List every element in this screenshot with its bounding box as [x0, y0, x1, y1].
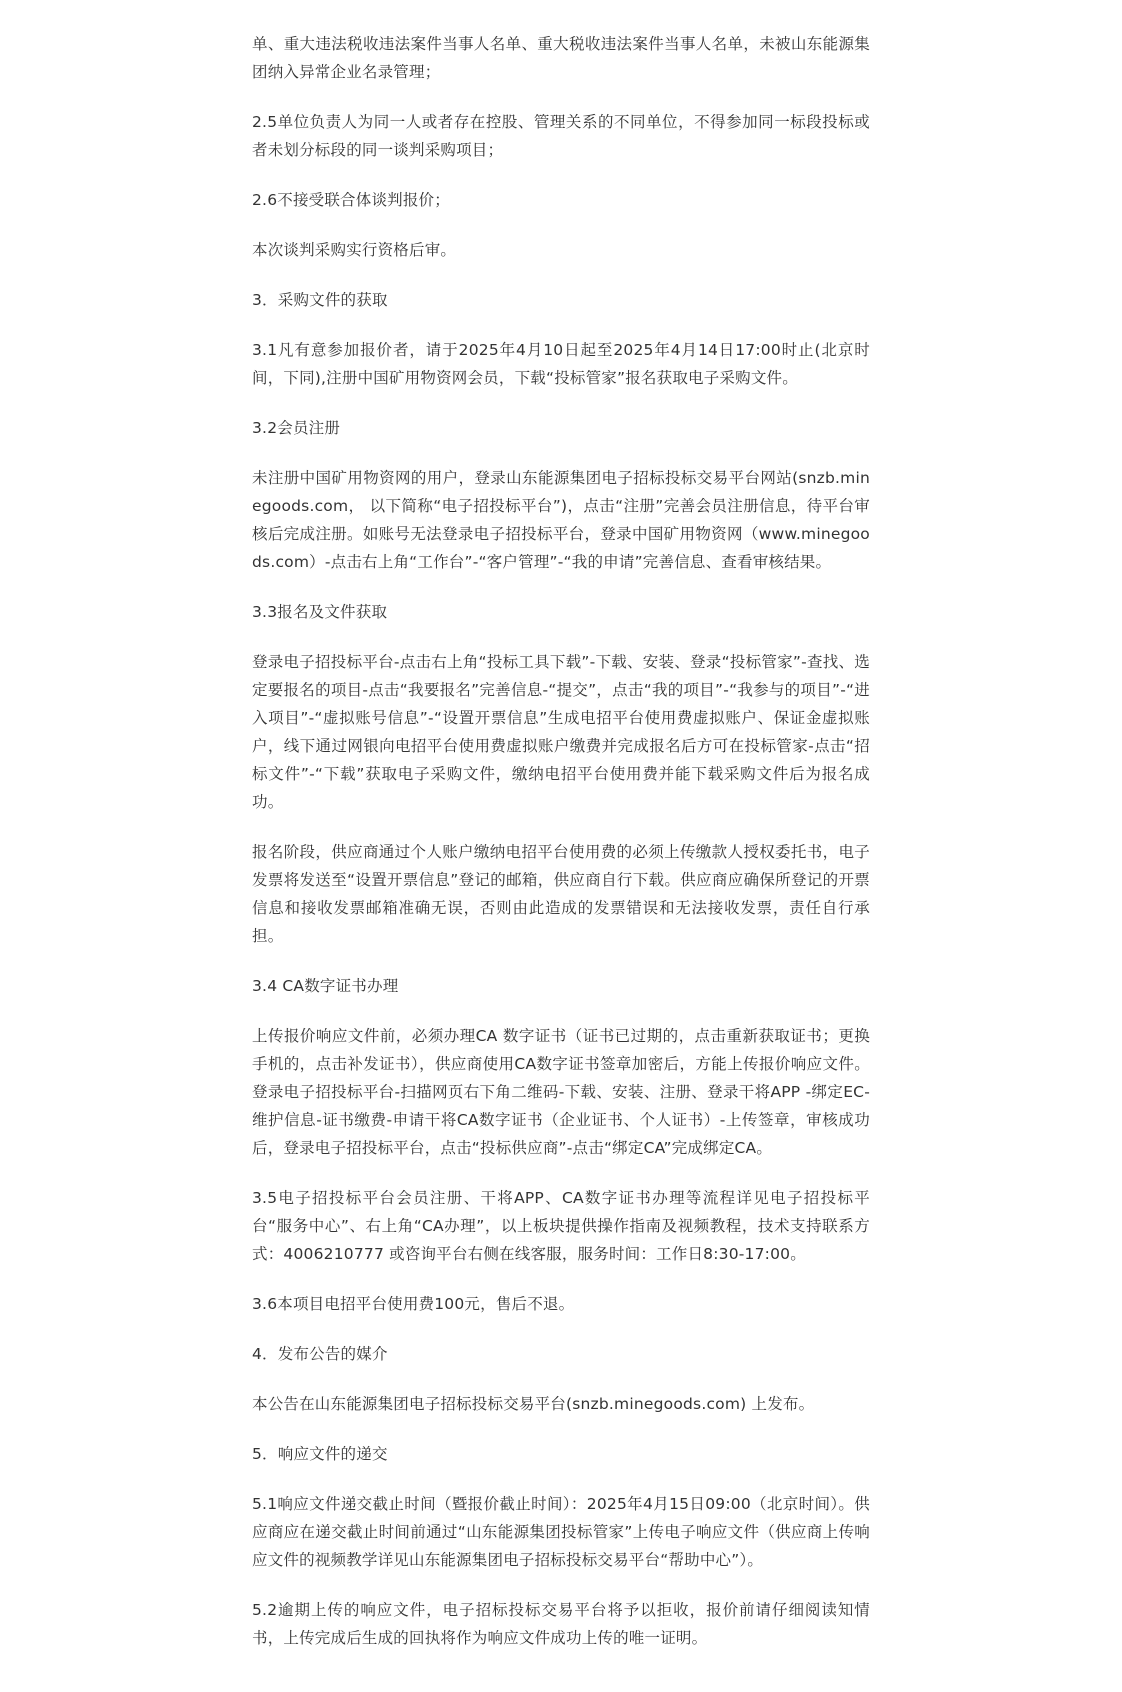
- paragraph: 上传报价响应文件前，必须办理CA 数字证书（证书已过期的，点击重新获取证书；更换手机的，点击补发证书），供应商使用CA数字证书签章加密后，方能上传报价响应文件。登录电子招投标平台-扫描网页右下角二维码-下载、安装、注册、登录干将APP -绑定EC-维护信息-证书缴费-申请干将CA数字证书（企业证书、个人证书）-上传签章，审核成功后，登录电子招投标平台，点击“投标供应商”-点击“绑定CA”完成绑定CA。: [252, 1027, 870, 1157]
- paragraph: 3.6本项目电招平台使用费100元，售后不退。: [252, 1295, 575, 1313]
- section-heading: 3.4 CA数字证书办理: [252, 977, 399, 995]
- section-heading: 5．响应文件的递交: [252, 1445, 388, 1463]
- section-heading: 3.2会员注册: [252, 419, 341, 437]
- paragraph: 3.1凡有意参加报价者，请于2025年4月10日起至2025年4月14日17:00时止(北京时间，下同),注册中国矿用物资网会员，下载“投标管家”报名获取电子采购文件。: [252, 341, 870, 387]
- paragraph: 5.2逾期上传的响应文件，电子招标投标交易平台将予以拒收，报价前请仔细阅读知情书，上传完成后生成的回执将作为响应文件成功上传的唯一证明。: [252, 1601, 870, 1647]
- paragraph: 3.5电子招投标平台会员注册、干将APP、CA数字证书办理等流程详见电子招投标平台“服务中心”、右上角“CA办理”，以上板块提供操作指南及视频教程，技术支持联系方式：4006210777 或咨询平台右侧在线客服，服务时间：工作日8:30-17:00。: [252, 1189, 870, 1263]
- paragraph: 2.6不接受联合体谈判报价；: [252, 191, 450, 209]
- announcement-body: [252, 30, 870, 1652]
- paragraph: 2.5单位负责人为同一人或者存在控股、管理关系的不同单位，不得参加同一标段投标或者未划分标段的同一谈判采购项目；: [252, 113, 870, 159]
- section-heading: 3．采购文件的获取: [252, 291, 388, 309]
- section-heading: 3.3报名及文件获取: [252, 603, 388, 621]
- paragraph: 报名阶段，供应商通过个人账户缴纳电招平台使用费的必须上传缴款人授权委托书，电子发票将发送至“设置开票信息”登记的邮箱，供应商自行下载。供应商应确保所登记的开票信息和接收发票邮箱准确无误，否则由此造成的发票错误和无法接收发票，责任自行承担。: [252, 843, 870, 945]
- paragraph: 5.1响应文件递交截止时间（暨报价截止时间）：2025年4月15日09:00（北京时间）。供应商应在递交截止时间前通过“山东能源集团投标管家”上传电子响应文件（供应商上传响应文件的视频教学详见山东能源集团电子招标投标交易平台“帮助中心”）。: [252, 1495, 870, 1569]
- paragraph: 单、重大违法税收违法案件当事人名单、重大税收违法案件当事人名单，未被山东能源集团纳入异常企业名录管理；: [252, 35, 870, 81]
- paragraph: 未注册中国矿用物资网的用户，登录山东能源集团电子招标投标交易平台网站(snzb.minegoods.com， 以下简称“电子招投标平台”)，点击“注册”完善会员注册信息，待平台审核后完成注册。如账号无法登录电子招投标平台，登录中国矿用物资网（www.minegoods.com）-点击右上角“工作台”-“客户管理”-“我的申请”完善信息、查看审核结果。: [252, 469, 870, 571]
- paragraph: 登录电子招投标平台-点击右上角“投标工具下载”-下载、安装、登录“投标管家”-查找、选定要报名的项目-点击“我要报名”完善信息-“提交”，点击“我的项目”-“我参与的项目”-“进入项目”-“虚拟账号信息”-“设置开票信息”生成电招平台使用费虚拟账户、保证金虚拟账户，线下通过网银向电招平台使用费虚拟账户缴费并完成报名后方可在投标管家-点击“招标文件”-“下载”获取电子采购文件，缴纳电招平台使用费并能下载采购文件后为报名成功。: [252, 653, 870, 811]
- paragraph: 本次谈判采购实行资格后审。: [252, 241, 457, 259]
- paragraph: 本公告在山东能源集团电子招标投标交易平台(snzb.minegoods.com) 上发布。: [252, 1395, 815, 1413]
- section-heading: 4．发布公告的媒介: [252, 1345, 388, 1363]
